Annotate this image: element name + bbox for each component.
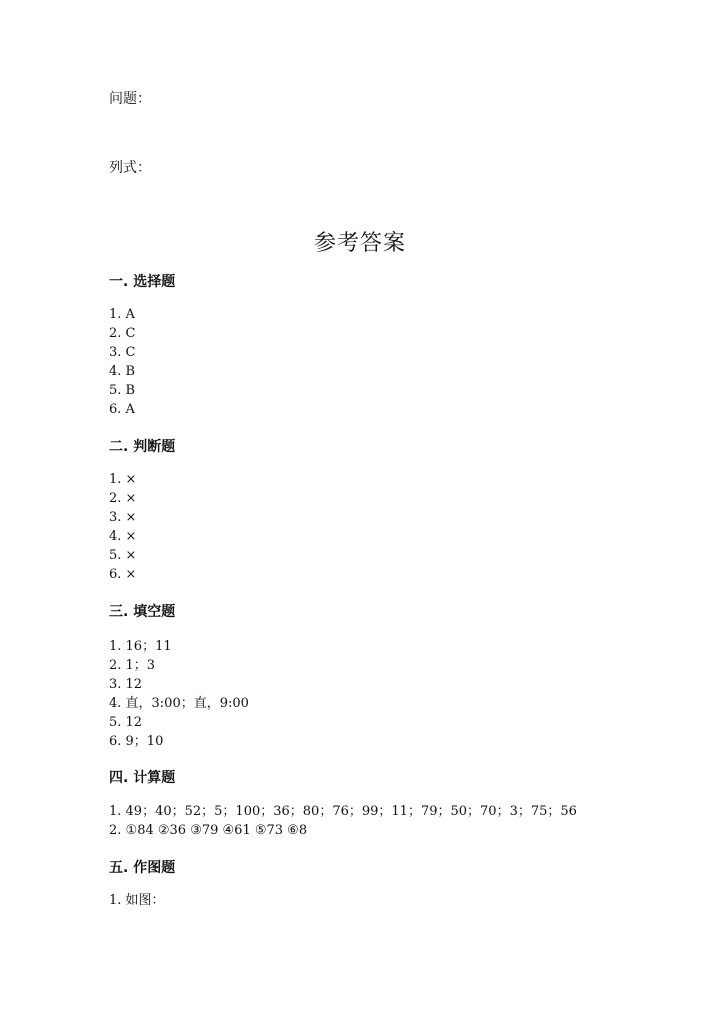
list-item: 1. 16；11 [109, 639, 172, 654]
section-heading-choice: 一. 选择题 [109, 274, 176, 290]
list-item: 6. A [109, 402, 135, 417]
fill-blank-answers [109, 637, 249, 751]
list-item: 2. 1；3 [109, 658, 156, 673]
list-item: 2. × [109, 491, 137, 506]
list-item: 1. 49；40；52；5；100；36；80；76；99；11；79；50；70；3；75；56 [109, 804, 577, 819]
list-item: 5. × [109, 548, 137, 563]
list-item: 3. × [109, 510, 137, 525]
drawing-answers [109, 891, 165, 910]
list-item: 3. 12 [109, 677, 143, 692]
list-item: 1. A [109, 307, 135, 322]
section-heading-fill-blank: 三. 填空题 [109, 604, 176, 620]
choice-answers [109, 305, 135, 419]
list-item: 4. 直，3:00；直，9:00 [109, 696, 249, 711]
list-item: 5. B [109, 383, 136, 398]
list-item: 3. C [109, 345, 136, 360]
answer-key-title: 参考答案 [313, 231, 406, 256]
list-item: 6. 9；10 [109, 734, 164, 749]
true-false-answers [109, 470, 136, 584]
question-label: 问题： [109, 91, 151, 107]
list-item: 2. C [109, 326, 136, 341]
formula-label: 列式： [109, 160, 151, 176]
list-item: 1. × [109, 472, 137, 487]
list-item: 1. 如图： [109, 893, 165, 908]
section-heading-drawing: 五. 作图题 [109, 860, 176, 876]
calculation-answers [109, 802, 577, 840]
list-item: 6. × [109, 567, 137, 582]
section-heading-true-false: 二. 判断题 [109, 439, 176, 455]
list-item: 2. ①84 ②36 ③79 ④61 ⑤73 ⑥8 [109, 823, 308, 838]
list-item: 4. × [109, 529, 137, 544]
list-item: 5. 12 [109, 715, 143, 730]
list-item: 4. B [109, 364, 136, 379]
section-heading-calculation: 四. 计算题 [109, 770, 176, 786]
